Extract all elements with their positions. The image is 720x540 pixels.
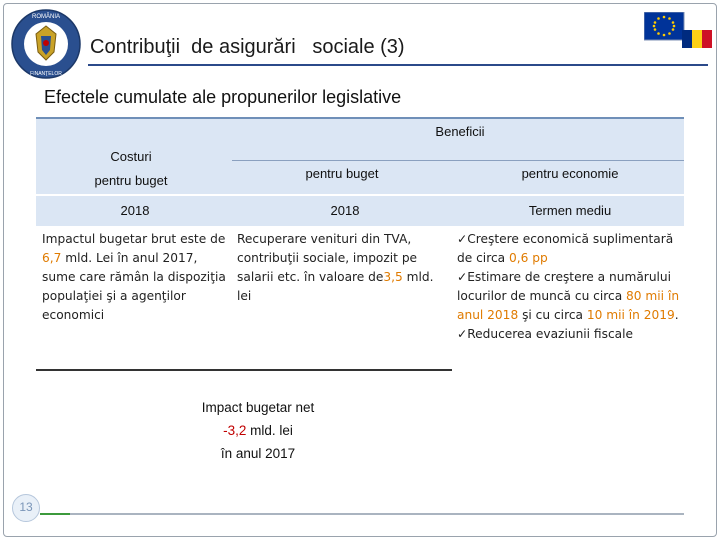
costuri-text-part2: mld. Lei în anul 2017, sume care rămân la dispoziţia populaţiei şi a agenţilor economici	[42, 251, 226, 322]
slide-subtitle: Efectele cumulate ale propunerilor legislative	[44, 87, 402, 107]
costuri-text	[42, 230, 228, 325]
table-top-rule	[36, 117, 684, 119]
bullet-crestere-value: 0,6 pp	[508, 251, 548, 265]
bullet-evaziune	[457, 325, 685, 344]
svg-text:FINANŢELOR: FINANŢELOR	[30, 71, 62, 77]
economie-text	[457, 230, 685, 344]
buget-value: 3,5	[383, 270, 403, 284]
table-bottom-rule	[36, 369, 452, 371]
header-costuri-line2: pentru buget	[94, 173, 168, 188]
impact-box	[160, 396, 356, 465]
bullet-evaziune-text: Reducerea evaziunii fiscale	[467, 327, 634, 341]
impact-unit: mld. lei	[246, 423, 293, 438]
buget-text-part2: mld. lei	[237, 270, 434, 303]
header-costuri-line1: Costuri	[110, 149, 152, 164]
header-beneficii: Beneficii	[435, 124, 485, 139]
header-pentru-economie: pentru economie	[521, 166, 619, 181]
impact-label: Impact bugetar net	[201, 400, 315, 415]
bullet-estimare-end: .	[674, 308, 679, 322]
costuri-text-part1: Impactul bugetar brut este de	[42, 232, 226, 246]
flags-icon	[644, 12, 712, 50]
page-number: 13	[19, 500, 33, 514]
impact-year: în anul 2017	[220, 446, 296, 461]
check-icon: ✓	[457, 270, 468, 284]
year-buget: 2018	[330, 203, 360, 218]
impact-amount	[160, 419, 356, 442]
year-costuri: 2018	[120, 203, 150, 218]
bullet-crestere	[457, 230, 685, 268]
buget-text	[237, 230, 451, 306]
svg-text:ROMÂNIA: ROMÂNIA	[31, 14, 61, 20]
impact-value: -3,2	[223, 423, 247, 438]
title-rule	[88, 64, 708, 66]
costuri-value: 6,7	[42, 251, 62, 265]
bullet-estimare	[457, 268, 685, 325]
bullet-estimare-text: Estimare de creştere a numărului locurilor de muncă cu circa	[457, 270, 672, 303]
buget-text-part1: Recuperare venituri din TVA, contribuţii sociale, impozit pe salarii etc. în valoare de	[237, 232, 418, 284]
header-costuri	[56, 145, 206, 193]
table-sub-rule	[232, 160, 684, 161]
footer-accent	[40, 513, 70, 515]
ministry-logo	[10, 8, 82, 80]
footer-rule	[40, 513, 684, 515]
check-icon: ✓	[457, 232, 468, 246]
header-pentru-buget: pentru buget	[305, 166, 379, 181]
bullet-estimare-value1: 80 mii în anul 2018	[457, 289, 680, 322]
bullet-crestere-text: Creştere economică suplimentară de circa	[457, 232, 674, 265]
slide-title: Contribuţii de asigurări sociale (3)	[90, 36, 405, 58]
year-economie: Termen mediu	[528, 203, 612, 218]
check-icon: ✓	[457, 327, 468, 341]
bullet-estimare-text2: şi cu circa	[518, 308, 587, 322]
bullet-estimare-value2: 10 mii în 2019	[586, 308, 675, 322]
